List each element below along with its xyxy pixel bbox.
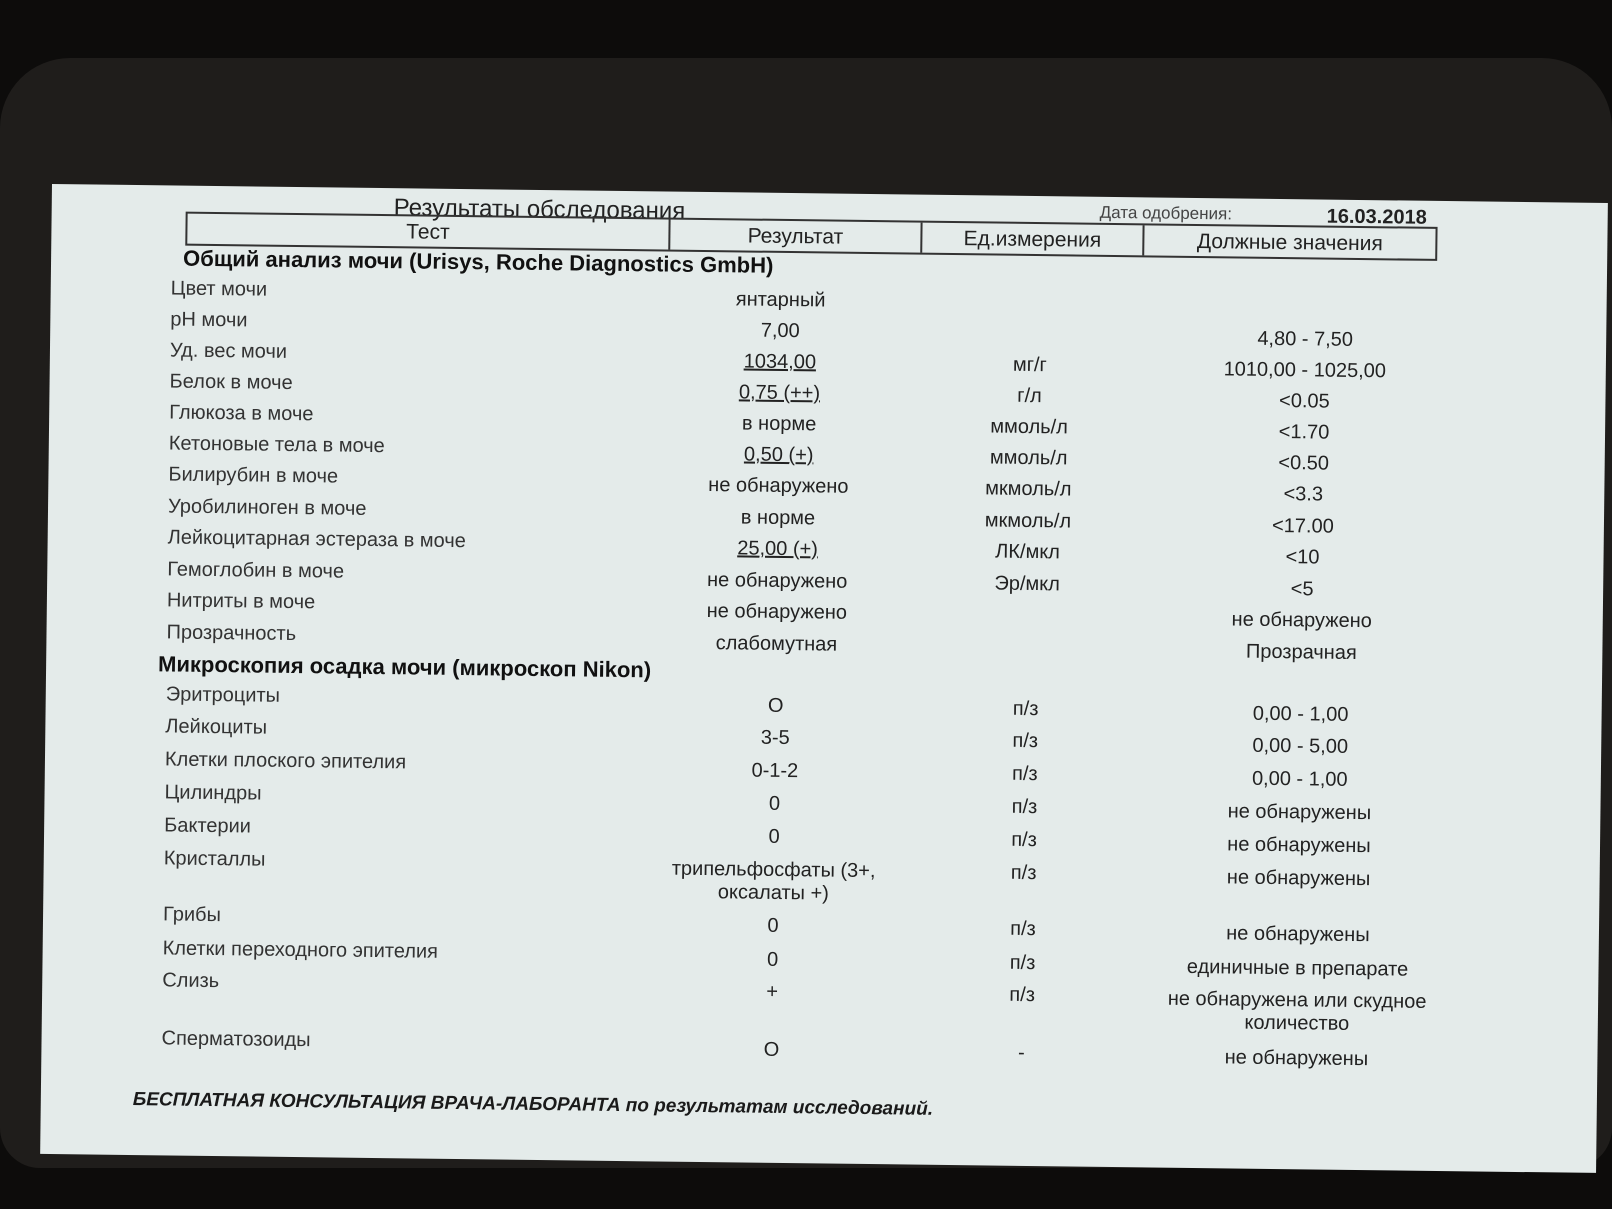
test-name: Эритроциты	[165, 683, 281, 707]
test-unit: п/з	[1010, 861, 1037, 885]
test-norm: не обнаружены	[1227, 800, 1372, 825]
section-title-microscopy: Микроскопия осадка мочи (микроскоп Nikon)	[157, 651, 652, 683]
test-norm: 0,00 - 5,00	[1252, 734, 1349, 758]
test-unit: п/з	[1012, 729, 1039, 753]
test-norm: не обнаружены	[1227, 833, 1371, 858]
test-result	[649, 442, 909, 468]
test-unit: п/з	[1011, 762, 1038, 786]
test-norm	[1151, 295, 1461, 299]
test-unit: п/з	[1011, 795, 1038, 819]
test-unit	[930, 322, 1130, 324]
test-result: 3-5	[760, 726, 790, 750]
test-unit: мкмоль/л	[984, 509, 1072, 533]
test-name: Прозрачность	[166, 621, 297, 646]
test-name: Цилиндры	[164, 781, 262, 805]
test-result	[649, 380, 909, 406]
test-unit: п/з	[1009, 951, 1036, 975]
test-result: 0	[767, 914, 779, 937]
test-norm	[1142, 987, 1453, 1037]
test-name: Цвет мочи	[170, 277, 268, 301]
report-title: Результаты обследования	[393, 194, 686, 225]
test-result: 0	[768, 825, 780, 848]
test-name: Кетоновые тела в моче	[168, 432, 385, 458]
test-result: не обнаружено	[706, 600, 848, 624]
test-norm: <0.50	[1278, 452, 1330, 475]
test-result: +	[766, 980, 779, 1003]
column-header-test: Тест	[187, 214, 670, 250]
test-name: Глюкоза в моче	[169, 401, 314, 426]
approval-date-label: Дата одобрения:	[1099, 202, 1233, 224]
test-result: не обнаружено	[708, 474, 849, 498]
test-name: Сперматозоиды	[161, 1027, 311, 1052]
test-name: Кристаллы	[163, 847, 266, 871]
test-norm: Прозрачная	[1245, 640, 1357, 664]
test-result: в норме	[741, 412, 817, 436]
test-name: Нитриты в моче	[166, 589, 316, 614]
test-result	[643, 857, 904, 906]
test-result-line-2: оксалаты +)	[717, 881, 830, 905]
test-name: Бактерии	[164, 814, 252, 838]
test-name: Белок в моче	[169, 370, 293, 394]
test-result: в норме	[740, 506, 816, 530]
test-name: Гемоглобин в моче	[167, 558, 345, 583]
test-result	[650, 349, 910, 375]
test-norm: не обнаружены	[1226, 922, 1370, 947]
test-unit: г/л	[1017, 384, 1042, 408]
test-unit: п/з	[1010, 917, 1036, 941]
test-norm: 1010,00 - 1025,00	[1223, 358, 1387, 383]
test-result: 7,00	[760, 319, 800, 343]
test-result: О	[763, 1038, 780, 1061]
test-result-value: 0,75 (++)	[738, 381, 821, 405]
test-norm: <10	[1285, 546, 1320, 569]
test-name: pH мочи	[170, 308, 248, 332]
test-result-value: 1034,00	[743, 350, 817, 374]
test-unit: п/з	[1011, 828, 1037, 852]
test-norm: <1.70	[1278, 421, 1330, 444]
test-norm-line-2: количество	[1244, 1011, 1350, 1035]
test-name: Уробилиноген в моче	[167, 495, 367, 520]
test-result: О	[767, 694, 784, 717]
test-name: Билирубин в моче	[168, 463, 339, 488]
approval-date: 16.03.2018	[1326, 205, 1427, 229]
test-unit	[931, 291, 1131, 293]
column-header-norm: Должные значения	[1196, 229, 1383, 256]
test-result: 0	[766, 948, 779, 971]
test-result: 0	[768, 792, 781, 815]
test-result	[647, 536, 907, 562]
test-norm: 0,00 - 1,00	[1252, 702, 1349, 726]
test-name: Клетки переходного эпителия	[162, 937, 439, 963]
test-unit: п/з	[1012, 697, 1039, 721]
test-unit: ЛК/мкл	[995, 540, 1061, 564]
test-name: Грибы	[162, 903, 222, 927]
test-result: не обнаружено	[706, 569, 848, 593]
test-norm: <0.05	[1278, 390, 1330, 413]
test-unit: -	[1017, 1041, 1025, 1064]
test-result: янтарный	[735, 288, 826, 312]
column-header-unit: Ед.измерения	[922, 223, 1144, 256]
test-norm-line-1: не обнаружена или скудное	[1167, 987, 1427, 1013]
test-norm: не обнаружены	[1224, 1046, 1369, 1071]
test-name: Слизь	[162, 969, 220, 993]
test-name: Уд. вес мочи	[169, 339, 288, 363]
footer-consultation-note: БЕСПЛАТНАЯ КОНСУЛЬТАЦИЯ ВРАЧА-ЛАБОРАНТА по результатам исследований.	[132, 1089, 934, 1120]
test-norm: 0,00 - 1,00	[1251, 767, 1348, 791]
test-unit: мг/г	[1012, 353, 1047, 377]
test-unit	[927, 603, 1127, 605]
test-name: Лейкоциты	[165, 715, 268, 739]
test-result: 0-1-2	[751, 759, 799, 783]
lab-report-screen	[40, 184, 1608, 1173]
tablet-frame	[0, 58, 1612, 1168]
column-header-result: Результат	[670, 220, 922, 253]
section-title-urinalysis: Общий анализ мочи (Urisys, Roche Diagnostics GmbH)	[182, 245, 774, 278]
test-norm: единичные в препарате	[1186, 955, 1409, 981]
test-name: Лейкоцитарная эстераза в моче	[167, 526, 466, 553]
test-norm: не обнаружены	[1226, 866, 1371, 891]
test-result-value: 0,50 (+)	[743, 443, 814, 467]
test-norm: <17.00	[1271, 514, 1334, 538]
test-unit: мкмоль/л	[985, 477, 1072, 501]
test-norm: 4,80 - 7,50	[1257, 327, 1354, 351]
test-result: слабомутная	[715, 632, 838, 656]
test-norm: <3.3	[1283, 483, 1324, 506]
test-norm: <5	[1290, 578, 1314, 601]
test-norm: не обнаружено	[1231, 608, 1373, 633]
test-unit: ммоль/л	[990, 415, 1068, 439]
test-unit: Эр/мкл	[994, 572, 1061, 596]
test-name: Клетки плоского эпителия	[164, 748, 407, 774]
test-unit	[927, 635, 1127, 637]
test-unit: ммоль/л	[989, 446, 1068, 470]
test-unit: п/з	[1009, 983, 1036, 1007]
test-result-value: 25,00 (+)	[737, 537, 819, 561]
test-result-line-1: трипельфосфаты (3+,	[671, 857, 876, 883]
